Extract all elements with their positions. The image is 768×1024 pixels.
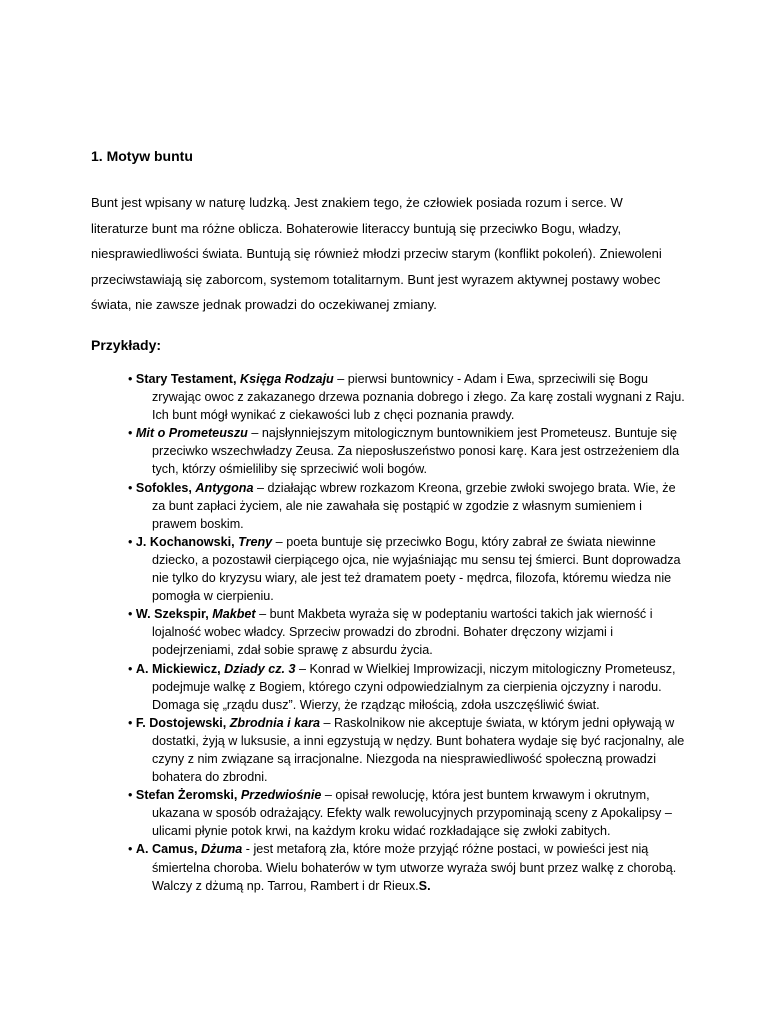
- item-trailing: S.: [418, 878, 431, 893]
- item-title: Treny: [238, 534, 273, 549]
- item-title: Przedwiośnie: [240, 788, 322, 803]
- bullet: •: [128, 426, 133, 441]
- item-author: A. Mickiewicz,: [135, 661, 225, 676]
- list-item: [128, 714, 688, 786]
- item-author: Sofokles,: [135, 480, 196, 495]
- item-author: J. Kochanowski,: [135, 534, 239, 549]
- item-title: Dżuma: [201, 842, 243, 857]
- examples-list: [128, 370, 688, 895]
- item-text: – Konrad w Wielkiej Improwizacji, niczym mitologiczny Prometeusz, podejmuje walkę z Bogiem, którego czyni odpowiedzialnym za cierpienia ojczyzny i narodu. Domaga się „rządu dusz”. Wierzy, że rządząc miłością, zdoła uszczęśliwić świat.: [152, 661, 676, 712]
- item-text: – bunt Makbeta wyraża się w podeptaniu wartości takich jak wierność i lojalność wobec władcy. Sprzeciw prowadzi do zbrodni. Bohater dręczony wizjami i podejrzeniami, zdał sobie sprawę z absurdu życia.: [152, 607, 653, 658]
- list-item: [128, 533, 688, 605]
- item-title: Makbet: [212, 607, 256, 622]
- bullet: •: [128, 788, 133, 803]
- examples-label: Przykłady:: [91, 337, 162, 353]
- item-title: Księga Rodzaju: [239, 372, 334, 386]
- item-text: – najsłynniejszym mitologicznym buntownikiem jest Prometeusz. Buntuje się przeciwko wszechwładzy Zeusa. Za nieposłuszeństwo ponosi karę. Kara jest ostrzeżeniem dla tych, którzy ośmieliliby się sprzeciwić woli bogów.: [152, 426, 680, 477]
- item-author: Stary Testament,: [135, 372, 240, 386]
- item-title: Zbrodnia i kara: [229, 715, 320, 730]
- item-author: F. Dostojewski,: [135, 715, 230, 730]
- item-text: – Raskolnikow nie akceptuje świata, w którym jedni opływają w dostatki, żyją w luksusie, a inni egzystują w nędzy. Bunt bohatera wydaje się być racjonalny, ale czyny z nim związane są irracjonalne. Niezgoda na niesprawiedliwość społeczną prowadzi bohatera do zbrodni.: [152, 715, 685, 785]
- item-author: W. Szekspir,: [135, 607, 213, 622]
- item-text: – opisał rewolucję, która jest buntem krwawym i okrutnym, ukazana w sposób odrażający. Efekty walk rewolucyjnych przypominają sceny z Apokalipsy – ulicami płynie potok krwi, na każdym kroku widać rozkładające się zwłoki zabitych.: [152, 788, 672, 839]
- list-item: [128, 660, 688, 714]
- item-title: Antygona: [195, 480, 254, 495]
- list-item: [128, 479, 688, 533]
- list-item: [128, 424, 688, 478]
- list-item: [128, 786, 688, 840]
- item-author: Stefan Żeromski,: [135, 788, 241, 803]
- bullet: •: [128, 534, 133, 549]
- bullet: •: [128, 661, 133, 676]
- bullet: •: [128, 842, 133, 857]
- list-item: [128, 840, 688, 894]
- item-text: – działając wbrew rozkazom Kreona, grzebie zwłoki swojego brata. Wie, że za bunt zapłaci życiem, ale nie zawahała się postąpić w zgodzie z własnym sumieniem i prawem boskim.: [152, 480, 676, 531]
- item-title: Mit o Prometeuszu: [135, 426, 248, 441]
- bullet: •: [128, 480, 133, 495]
- item-text: - jest metaforą zła, które może przyjąć różne postaci, w powieści jest nią śmiertelna choroba. Wielu bohaterów w tym utworze wyraża swój bunt przez walkę z chorobą. Walczy z dżumą np. Tarrou, Rambert i dr Rieux.: [152, 842, 677, 893]
- bullet: •: [128, 607, 133, 622]
- bullet: •: [128, 372, 133, 386]
- item-author: A. Camus,: [135, 842, 202, 857]
- bullet: •: [128, 715, 133, 730]
- list-item: [128, 605, 688, 659]
- item-text: – poeta buntuje się przeciwko Bogu, który zabrał ze świata niewinne dziecko, a pozostawił cierpiącego ojca, nie wyjaśniając mu sensu tej śmierci. Bunt doprowadza nie tylko do kryzysu wiary, ale jest też dramatem poety - mędrca, filozofa, któremu wiedza nie pomogła w cierpieniu.: [152, 534, 681, 604]
- item-text: – pierwsi buntownicy - Adam i Ewa, sprzeciwili się Bogu zrywając owoc z zakazanego drzewa poznania dobrego i złego. Za karę zostali wygnani z Raju. Ich bunt mógł wynikać z ciekawości lub z chęci poznania prawdy.: [152, 372, 685, 423]
- section-heading: 1. Motyw buntu: [91, 148, 193, 164]
- item-title: Dziady cz. 3: [224, 661, 296, 676]
- intro-paragraph: Bunt jest wpisany w naturę ludzką. Jest znakiem tego, że człowiek posiada rozum i serce. W literaturze bunt ma różne oblicza. Bohaterowie literaccy buntują się przeciwko Bogu, władzy, niesprawiedliwości świata. Buntują się również młodzi przeciw starym (konflikt pokoleń). Zniewoleni przeciwstawiają się zaborcom, systemom totalitarnym. Bunt jest wyrazem aktywnej postawy wobec świata, nie zawsze jednak prowadzi do oczekiwanej zmiany.: [91, 195, 662, 313]
- list-item: [128, 370, 688, 424]
